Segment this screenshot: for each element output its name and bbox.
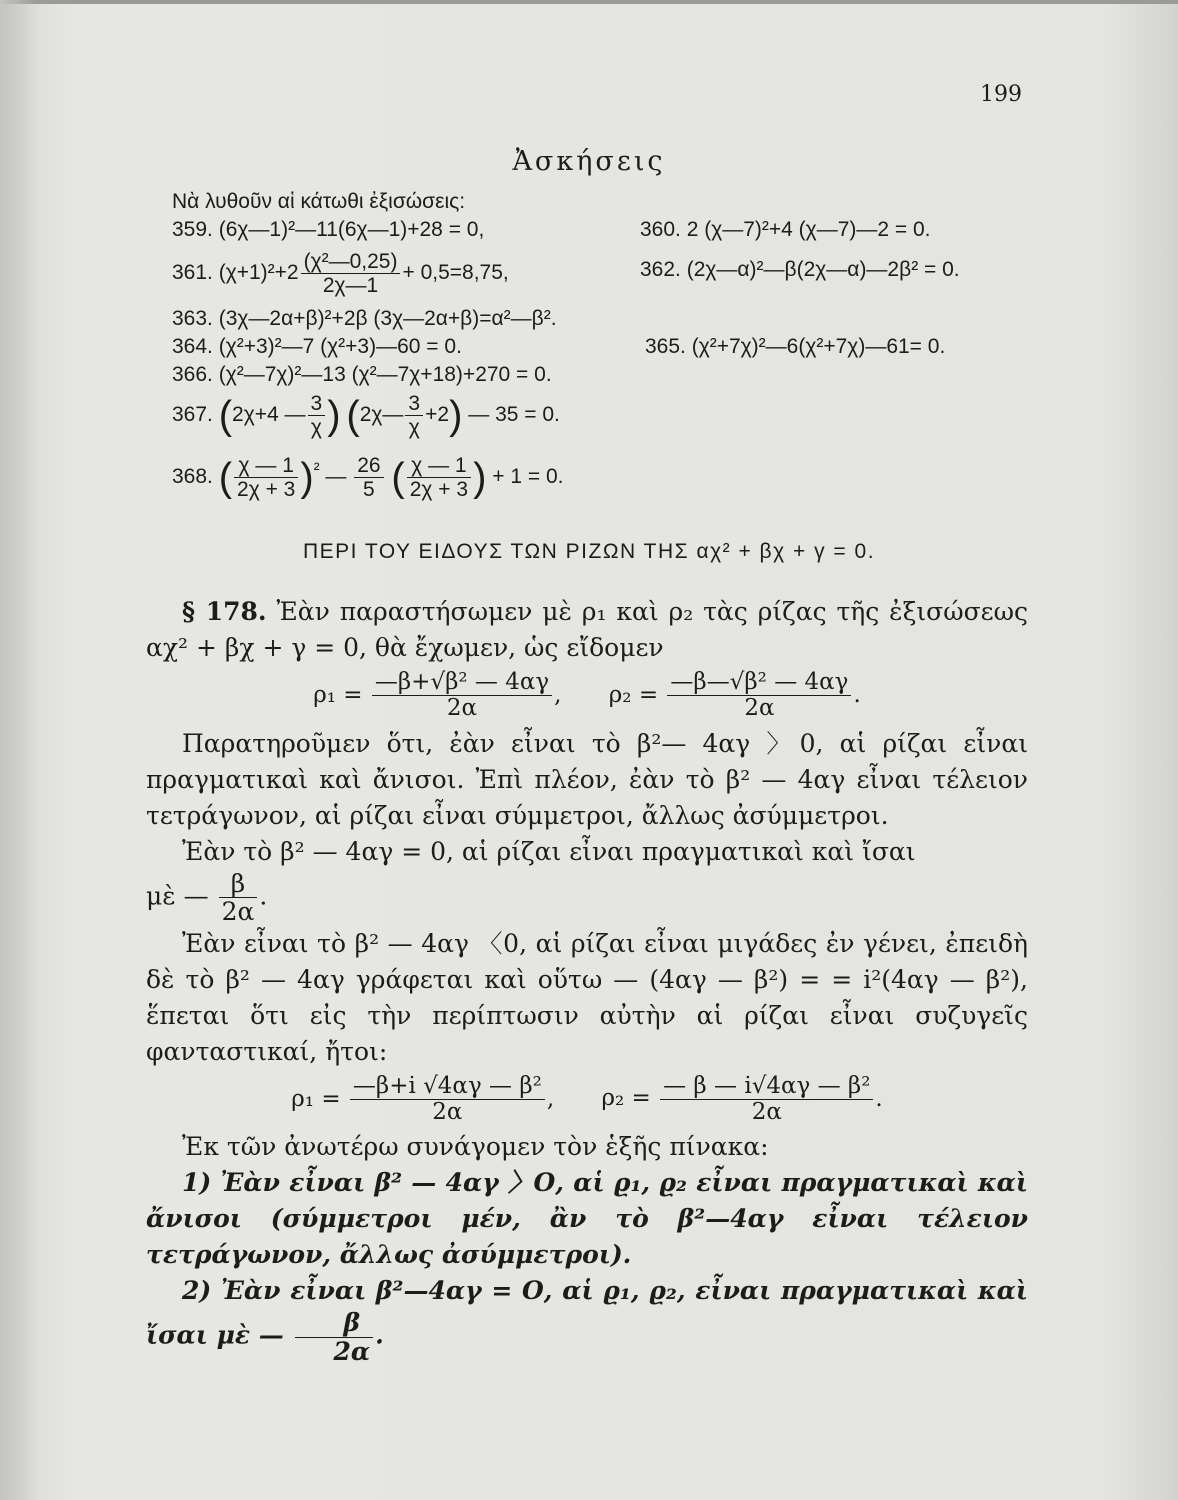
paragraph-text: Ἐὰν παραστήσωμεν μὲ ρ₁ καὶ ρ₂ τὰς ρίζας τῆς ἐξισώσεως αχ² + βχ + γ = 0, θὰ ἔχωμεν, ὡς εἴδομεν [146,597,1028,662]
exercise-368-label: 368. [172,465,213,489]
denominator: 2α [333,1336,371,1366]
term: + 1 = 0. [492,465,564,489]
page-gutter-shadow [0,0,38,1500]
term: μὲ — [146,881,209,911]
fraction [295,1309,374,1365]
scan-edge [0,0,1178,4]
fraction [667,670,851,722]
exercise-365: 365. (χ²+7χ)²—6(χ²+7χ)—61= 0. [645,335,946,358]
exponent: ² [313,459,320,480]
fraction [219,870,258,926]
rho1-label: ρ₁ = [291,1085,341,1112]
exercise-366: 366. (χ²—7χ)²—13 (χ²—7χ+18)+270 = 0. [172,363,552,386]
denominator: χ [408,416,420,440]
exercise-367-label: 367. [172,403,213,427]
denominator: χ [310,416,322,440]
numerator: β [219,870,258,899]
punct: . [259,881,268,911]
denominator: 2α [221,897,255,927]
fraction [301,250,401,297]
numerator: χ — 1 [234,454,298,478]
fraction [372,670,552,722]
exercise-368: 368. ( $\frac{\chi — 1}{2\chi + 3}$ )$^{^2}$ — $\frac{26}{5}$ ( $\frac{\chi — 1}{2\chi + 3}$ ) + 1 = 0. [172,454,564,502]
fraction [308,392,326,439]
term: — 35 = 0. [468,403,560,427]
exercises-intro: Νὰ λυθοῦν αἱ κάτωθι ἐξισώσεις: [172,190,466,213]
fraction [407,454,471,501]
exercise-363: 363. (3χ—2α+β)²+2β (3χ—2α+β)=α²—β². [172,307,557,330]
paragraph-intro [146,594,1028,666]
fraction [234,454,298,501]
page-number: 199 [980,82,1022,107]
term: 2χ— [359,403,404,427]
exercise-364: 364. (χ²+3)²—7 (χ²+3)—60 = 0. [172,335,462,358]
exercise-367: 367. (2χ+4 — $\frac{3}{\chi}$ ) (2χ— $\frac{3}{\chi}$ +2) — 35 = 0. [172,392,560,440]
numerator: (χ²—0,25) [301,250,401,274]
exercise-360: 360. 2 (χ—7)²+4 (χ—7)—2 = 0. [640,218,931,241]
denominator: 2χ + 3 [237,478,296,502]
punct: . [375,1320,384,1350]
section-number: § 178. [182,597,267,626]
exercise-362: 362. (2χ—α)²—β(2χ—α)—2β² = 0. [640,258,960,281]
rho1-label: ρ₁ = [313,681,363,708]
numerator: χ — 1 [407,454,471,478]
exercises-heading: Ἀσκήσεις [512,146,666,177]
punct: . [875,1085,883,1112]
numerator: 3 [405,392,423,416]
term: +2 [425,403,450,427]
numerator: 26 [354,454,383,478]
summary-item-2 [146,1273,1028,1365]
denominator: 2α [446,695,478,722]
punct: , [554,681,562,708]
numerator: —β+√β² — 4αγ [372,670,552,696]
numerator: — β — i√4αγ — β² [660,1074,873,1100]
summary-item-1: 1) Ἐὰν εἶναι β² — 4αγ 〉Ο, αἱ ϱ₁, ϱ₂ εἶναι πραγματικαὶ καὶ ἄνισοι (σύμμετροι μέν, ἂν τὸ β²—4αγ εἶναι τέλειον τετράγωνον, ἄλλως ἀσύμμετροι). [146,1168,1028,1270]
numerator: β [295,1309,374,1338]
fraction [660,1074,873,1126]
paragraph-negative: Ἐὰν εἶναι τὸ β² — 4αγ 〈0, αἱ ρίζαι εἶναι μιγάδες ἐν γένει, ἐπειδὴ δὲ τὸ β² — 4αγ γράφεται καὶ οὕτω — (4αγ — β²) = = i²(4αγ — β²), ἕπεται ὅτι εἰς τὴν περίπτωσιν αὐτὴν αἱ ρίζαι εἶναι συζυγεῖς φανταστικαί, ἤτοι: [146,928,1028,1066]
paragraph-zero: Ἐὰν τὸ β² — 4αγ = 0, αἱ ρίζαι εἶναι πραγματικαὶ καὶ ἴσαι [182,836,916,866]
fraction [350,1074,545,1126]
denominator: 2χ—1 [322,274,379,298]
denominator: 2α [751,1098,782,1125]
exercise-359: 359. (6χ—1)²—11(6χ—1)+28 = 0, [172,218,485,241]
term: 2) Ἐὰν εἶναι β²—4αγ = Ο, αἱ ϱ₁, ϱ₂, εἶναι πραγματικαὶ καὶ ἴσαι μὲ — [146,1276,1028,1350]
numerator: —β—√β² — 4αγ [667,670,851,696]
term: — [325,465,347,489]
term: 2χ+4 — [232,403,306,427]
exercise-361-lead: 361. (χ+1)²+2 [172,261,299,285]
denominator: 2α [744,695,775,722]
denominator: 5 [363,478,375,502]
denominator: 2α [432,1098,463,1125]
fraction [405,392,423,439]
section-title: ΠΕΡΙ ΤΟΥ ΕΙΔΟΥΣ ΤΩΝ ΡΙΖΩΝ ΤΗΣ αχ² + βχ + γ = 0. [302,540,876,563]
denominator: 2χ + 3 [409,478,469,502]
rho2-label: ρ₂ = [601,1085,651,1112]
rho2-label: ρ₂ = [608,681,659,708]
paragraph-positive: Παρατηροῦμεν ὅτι, ἐὰν εἶναι τὸ β²— 4αγ 〉0, αἱ ρίζαι εἶναι πραγματικαὶ καὶ ἄνισοι. Ἐπὶ πλέον, ἐὰν τὸ β² — 4αγ εἶναι τέλειον τετράγωνον, αἱ ρίζαι εἶναι σύμμετροι, ἄλλως ἀσύμμετροι. [146,728,1028,830]
paragraph-zero-value [146,870,1028,926]
roots-formula [146,670,1028,722]
numerator: —β+i √4αγ — β² [350,1074,545,1100]
punct: . [853,681,861,708]
section-body [146,594,1028,1365]
paragraph-summary: Ἐκ τῶν ἀνωτέρω συνάγομεν τὸν ἑξῆς πίνακα: [182,1132,769,1162]
complex-roots-formula [146,1074,1028,1126]
exercise-361 [172,250,509,297]
exercise-361-tail: + 0,5=8,75, [402,261,509,285]
fraction [354,454,383,501]
numerator: 3 [308,392,326,416]
punct: , [546,1085,555,1112]
